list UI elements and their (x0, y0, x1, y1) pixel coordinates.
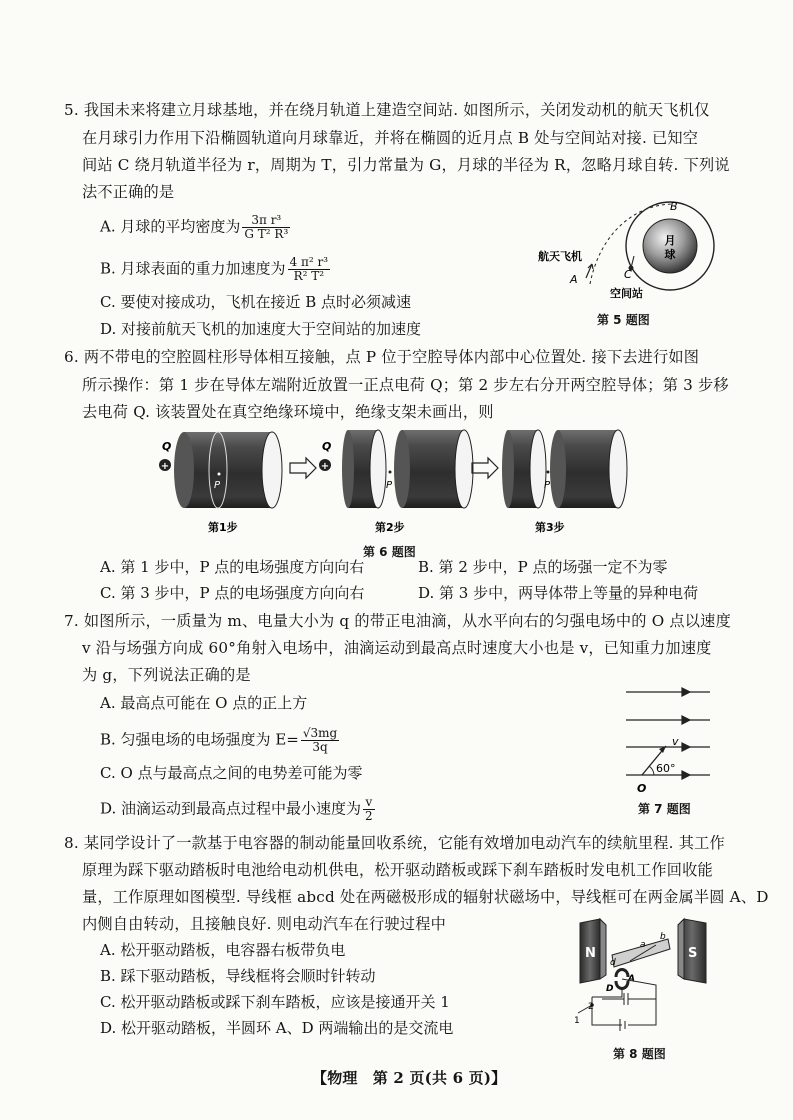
step1-cylinder (174, 432, 282, 508)
q8-caption: 第 8 题图 (613, 1047, 666, 1061)
q6-option-c: C. 第 3 步中，P 点的电场强度方向向右 (100, 584, 365, 602)
q8-line-4: 内侧自由转动，且接触良好. 则电动汽车在行驶过程中 (82, 915, 446, 933)
pole-n-label: N (585, 946, 596, 961)
q8-line-2: 原理为踩下驱动踏板时电池给电动机供电，松开驱动踏板或踩下刹车踏板时发电机工作回收能 (82, 861, 713, 879)
q7-line-2: v 沿与场强方向成 60°角射入电场中，油滴运动到最高点时速度大小也是 v，已知重力加速度 (82, 639, 712, 657)
q7-line-3: 为 g，下列说法正确的是 (82, 666, 251, 684)
step1-p-label: P (214, 480, 221, 491)
step3-right-cylinder (550, 430, 627, 508)
angle-label: 60° (656, 762, 676, 775)
step2-charge-sign: + (320, 461, 330, 472)
step2-q-label: Q (322, 440, 332, 453)
q8-line-1: 8. 某同学设计了一款基于电容器的制动能量回收系统，它能有效增加电动汽车的续航里程. 其工作 (64, 834, 725, 852)
step3-left-cylinder (502, 430, 546, 508)
q7-option-b-fraction (301, 727, 339, 754)
q7-option-c: C. O 点与最高点之间的电势差可能为零 (100, 764, 363, 782)
step2-p-label: P (386, 480, 393, 491)
q5-option-a-numerator: 3π r³ (242, 214, 290, 228)
step3-label: 第3步 (535, 521, 565, 534)
label-b: b (660, 932, 666, 942)
q5-figure (530, 198, 730, 308)
step3-point-p (547, 471, 550, 474)
page-footer: 【物理 第 2 页(共 6 页)】 (312, 1069, 507, 1087)
craft-arrow (586, 264, 592, 278)
q6-option-a: A. 第 1 步中，P 点的电场强度方向向右 (100, 558, 365, 576)
q7-option-b (100, 727, 341, 754)
point-a-label: A (570, 273, 578, 286)
origin-label: O (637, 782, 647, 795)
q5-line-4: 法不正确的是 (82, 183, 175, 201)
q7-figure (620, 680, 720, 798)
switch-1-label: 1 (574, 1016, 580, 1026)
label-ring-d: D (606, 984, 614, 994)
q7-line-1: 7. 如图所示，一质量为 m、电量大小为 q 的带正电油滴，从水平向右的匀强电场中的 O 点以速度 (64, 612, 731, 630)
label-ring-a: A (628, 974, 635, 984)
q6-line-3: 去电荷 Q. 该装置处在真空绝缘环境中，绝缘支架未画出，则 (82, 403, 494, 421)
step1-charge-sign: + (160, 461, 170, 472)
step1-point-p (218, 473, 221, 476)
angle-arc (649, 766, 654, 775)
q5-option-b (100, 256, 332, 283)
label-a: a (640, 940, 646, 950)
moon-label-2: 球 (664, 248, 676, 261)
q8-option-a: A. 松开驱动踏板，电容器右板带负电 (100, 941, 346, 959)
q5-option-b-fraction (288, 256, 331, 283)
q8-option-b: B. 踩下驱动踏板，导线框将会顺时针转动 (100, 967, 376, 985)
craft-label: 航天飞机 (538, 250, 582, 263)
q5-option-a-denominator: G T² R³ (244, 227, 289, 241)
q7-option-d (100, 796, 377, 823)
q6-option-b: B. 第 2 步中，P 点的场强一定不为零 (418, 558, 668, 576)
step3-p-label: P (544, 480, 551, 491)
arrow-2 (472, 458, 498, 478)
q5-line-2: 在月球引力作用下沿椭圆轨道向月球靠近，并将在椭圆的近月点 B 处与空间站对接. 已知空 (82, 129, 699, 147)
q8-figure (572, 915, 717, 1043)
step2-label: 第2步 (375, 521, 405, 534)
switch-2-label: 2 (588, 1002, 594, 1012)
q6-figure (150, 420, 630, 540)
q5-option-a-fraction (242, 214, 290, 241)
q7-option-d-numerator: v (363, 796, 375, 810)
q6-line-1: 6. 两不带电的空腔圆柱形导体相互接触，点 P 位于空腔导体内部中心位置处. 接下去进行如图 (64, 348, 700, 366)
q5-option-a (100, 214, 292, 241)
q7-option-d-denominator: 2 (365, 809, 373, 823)
step1-label: 第1步 (208, 521, 238, 534)
q7-option-b-text: B. 匀强电场的电场强度为 E= (100, 730, 299, 749)
q7-option-d-fraction (363, 796, 375, 823)
station-label: 空间站 (610, 287, 643, 300)
step2-point-p (389, 471, 392, 474)
q6-caption: 第 6 题图 (363, 545, 416, 559)
q7-option-b-denominator: 3q (312, 740, 328, 754)
q7-option-d-text: D. 油滴运动到最高点过程中最小速度为 (100, 799, 362, 818)
q5-option-b-denominator: R² T² (293, 269, 325, 283)
q6-line-2: 所示操作：第 1 步在导体左端附近放置一正点电荷 Q；第 2 步左右分开两空腔导体；第 3 步移 (82, 376, 729, 394)
q5-caption: 第 5 题图 (597, 313, 650, 327)
q7-option-b-numerator: √3mg (302, 726, 338, 740)
point-c-label: C (624, 268, 632, 281)
q6-option-d: D. 第 3 步中，两导体带上等量的异种电荷 (418, 584, 699, 602)
half-ring-d (616, 981, 628, 989)
q5-option-a-text: A. 月球的平均密度为 (100, 217, 241, 236)
half-ring-a (616, 970, 628, 978)
arrow-1 (290, 458, 316, 478)
label-d: d (610, 958, 616, 968)
step2-right-cylinder (394, 430, 473, 508)
pole-s-label: S (688, 946, 698, 961)
q7-option-a: A. 最高点可能在 O 点的正上方 (100, 694, 308, 712)
q5-option-c: C. 要使对接成功，飞机在接近 B 点时必须减速 (100, 293, 412, 311)
q8-line-3: 量，工作原理如图模型. 导线框 abcd 处在两磁极形成的辐射状磁场中，导线框可在两金属半圆 A、D (82, 888, 769, 906)
q7-caption: 第 7 题图 (638, 802, 691, 816)
step2-left-cylinder (342, 430, 386, 508)
q5-option-b-numerator: 4 π² r³ (289, 255, 329, 269)
q5-option-d: D. 对接前航天飞机的加速度大于空间站的加速度 (100, 320, 422, 338)
step1-q-label: Q (162, 440, 172, 453)
q5-line-3: 间站 C 绕月轨道半径为 r，周期为 T，引力常量为 G，月球的半径为 R，忽略月球自转. 下列说 (82, 156, 730, 174)
q8-option-c: C. 松开驱动踏板或踩下刹车踏板，应该是接通开关 1 (100, 993, 450, 1011)
q8-option-d: D. 松开驱动踏板，半圆环 A、D 两端输出的是交流电 (100, 1019, 454, 1037)
moon-label-1: 月 (664, 234, 676, 247)
point-b-label: B (670, 200, 678, 213)
q5-line-1: 5. 我国未来将建立月球基地，并在绕月轨道上建造空间站. 如图所示，关闭发动机的航天飞机仅 (64, 101, 710, 119)
q5-option-b-text: B. 月球表面的重力加速度为 (100, 259, 286, 278)
velocity-label: v (672, 735, 679, 748)
